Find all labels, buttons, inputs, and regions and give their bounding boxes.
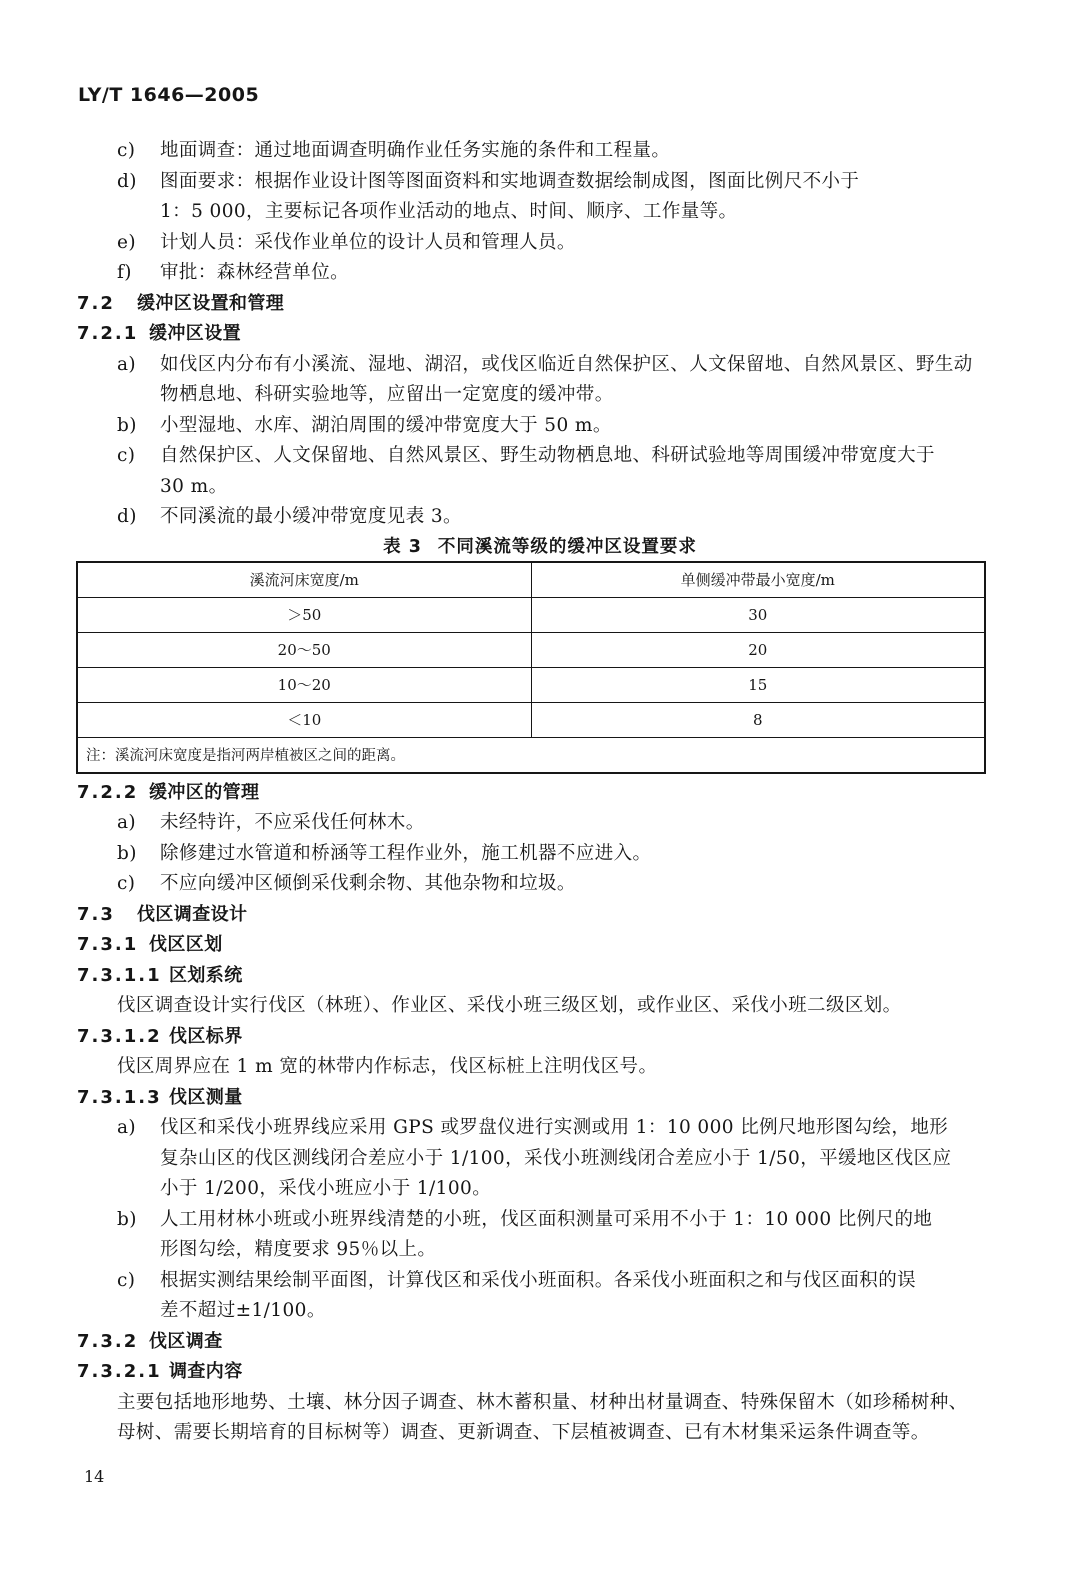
section-heading-7-3-1-2 bbox=[0, 1022, 1080, 1053]
section-heading-7-2 bbox=[0, 289, 1080, 320]
section-heading-7-3-1-1 bbox=[0, 961, 1080, 992]
section-number: 7.3.1.3 bbox=[77, 1086, 162, 1108]
section-title: 缓冲区的管理 bbox=[149, 781, 260, 803]
list-item bbox=[0, 808, 1080, 839]
item-continuation: 小于 1/200，采伐小班应小于 1/100。 bbox=[160, 1178, 492, 1199]
table-note: 注：溪流河床宽度是指河两岸植被区之间的距离。 bbox=[77, 737, 985, 773]
item-text: 人工用材林小班或小班界线清楚的小班，伐区面积测量可采用不小于 1：10 000 比例尺的地 bbox=[160, 1208, 933, 1230]
list-item bbox=[0, 441, 1080, 472]
section-title: 伐区标界 bbox=[169, 1025, 243, 1047]
list-item bbox=[0, 1113, 1080, 1144]
item-label: c) bbox=[117, 1269, 136, 1291]
buffer-width-table bbox=[76, 561, 986, 774]
table-caption-title: 不同溪流等级的缓冲区设置要求 bbox=[437, 536, 697, 557]
list-item bbox=[0, 869, 1080, 900]
item-label: a) bbox=[117, 353, 137, 375]
section-heading-7-2-1 bbox=[0, 319, 1080, 350]
table-caption bbox=[0, 533, 1080, 561]
item-text: 伐区和采伐小班界线应采用 GPS 或罗盘仪进行实测或用 1：10 000 比例尺地形图勾绘，地形 bbox=[160, 1117, 949, 1138]
table-caption-label: 表 3 bbox=[383, 536, 422, 557]
item-label: c) bbox=[117, 140, 136, 161]
section-title: 伐区区划 bbox=[149, 934, 223, 955]
section-number: 7.3.2.1 bbox=[77, 1361, 162, 1382]
item-label: d) bbox=[117, 170, 137, 192]
item-label: c) bbox=[117, 873, 136, 894]
item-label: e) bbox=[117, 231, 136, 253]
item-label: f) bbox=[117, 262, 132, 283]
item-label: d) bbox=[117, 506, 137, 527]
list-item bbox=[0, 839, 1080, 870]
section-heading-7-3-2-1 bbox=[0, 1357, 1080, 1388]
item-continuation: 形图勾绘，精度要求 95％以上。 bbox=[160, 1239, 437, 1260]
section-number: 7.3.1.2 bbox=[77, 1025, 162, 1047]
list-item bbox=[0, 167, 1080, 198]
column-header-buffer-width: 单侧缓冲带最小宽度/m bbox=[531, 562, 985, 598]
item-text: 不同溪流的最小缓冲带宽度见表 3。 bbox=[160, 506, 462, 527]
section-number: 7.3 bbox=[77, 903, 115, 925]
list-item bbox=[0, 411, 1080, 442]
table-cell: ＜10 bbox=[77, 702, 531, 737]
item-continuation: 差不超过±1/100。 bbox=[160, 1300, 326, 1321]
list-item bbox=[0, 1205, 1080, 1236]
table-row bbox=[77, 667, 985, 702]
item-text: 审批：森林经营单位。 bbox=[160, 262, 350, 283]
section-heading-7-3-1 bbox=[0, 930, 1080, 961]
section-number: 7.2.1 bbox=[77, 323, 139, 344]
list-block-1 bbox=[0, 136, 1080, 289]
item-label: b) bbox=[117, 842, 137, 864]
page-number: 14 bbox=[84, 1467, 105, 1486]
table-cell: 30 bbox=[531, 597, 985, 632]
section-heading-7-3-1-3 bbox=[0, 1083, 1080, 1114]
item-label: b) bbox=[117, 414, 137, 436]
section-number: 7.3.1.1 bbox=[77, 964, 162, 986]
table-cell: 20 bbox=[531, 632, 985, 667]
list-item bbox=[0, 1266, 1080, 1297]
paragraph: 伐区调查设计实行伐区（林班）、作业区、采伐小班三级区划，或作业区、采伐小班二级区划。 bbox=[117, 995, 902, 1016]
paragraph: 母树、需要长期培育的目标树等）调查、更新调查、下层植被调查、已有木材集采运条件调查等。 bbox=[117, 1422, 930, 1443]
item-text: 地面调查：通过地面调查明确作业任务实施的条件和工程量。 bbox=[160, 140, 671, 161]
section-heading-7-3 bbox=[0, 900, 1080, 931]
table-note-row bbox=[77, 737, 985, 773]
document-body bbox=[0, 136, 1080, 1449]
list-item bbox=[0, 258, 1080, 289]
item-text: 图面要求：根据作业设计图等图面资料和实地调查数据绘制成图，图面比例尺不小于 bbox=[160, 170, 860, 192]
table-header-row bbox=[77, 562, 985, 598]
item-text: 自然保护区、人文保留地、自然风景区、野生动物栖息地、科研试验地等周围缓冲带宽度大于 bbox=[160, 445, 935, 466]
table-cell: 20～50 bbox=[77, 632, 531, 667]
list-item bbox=[0, 502, 1080, 533]
table-row bbox=[77, 597, 985, 632]
section-heading-7-3-2 bbox=[0, 1327, 1080, 1358]
section-title: 伐区调查 bbox=[149, 1330, 223, 1352]
item-continuation: 30 m。 bbox=[160, 475, 228, 497]
section-title: 区划系统 bbox=[169, 964, 243, 986]
item-label: a) bbox=[117, 812, 137, 833]
table-cell: ＞50 bbox=[77, 597, 531, 632]
item-text: 小型湿地、水库、湖泊周围的缓冲带宽度大于 50 m。 bbox=[160, 414, 612, 436]
section-title: 缓冲区设置和管理 bbox=[137, 292, 285, 314]
section-heading-7-2-2 bbox=[0, 778, 1080, 809]
section-number: 7.2.2 bbox=[77, 781, 139, 803]
section-title: 伐区测量 bbox=[169, 1086, 243, 1108]
section-number: 7.2 bbox=[77, 292, 115, 314]
item-continuation: 复杂山区的伐区测线闭合差应小于 1/100，采伐小班测线闭合差应小于 1/50，平缓地区伐区应 bbox=[160, 1147, 952, 1169]
paragraph: 伐区周界应在 1 m 宽的林带内作标志，伐区标桩上注明伐区号。 bbox=[117, 1056, 658, 1077]
item-text: 除修建过水管道和桥涵等工程作业外，施工机器不应进入。 bbox=[160, 842, 652, 864]
item-text: 根据实测结果绘制平面图，计算伐区和采伐小班面积。各采伐小班面积之和与伐区面积的误 bbox=[160, 1269, 917, 1291]
list-item bbox=[0, 350, 1080, 381]
table-cell: 10～20 bbox=[77, 667, 531, 702]
section-title: 伐区调查设计 bbox=[137, 903, 248, 925]
section-number: 7.3.2 bbox=[77, 1330, 139, 1352]
item-label: a) bbox=[117, 1117, 137, 1138]
section-title: 调查内容 bbox=[169, 1361, 243, 1382]
item-text: 计划人员：采伐作业单位的设计人员和管理人员。 bbox=[160, 231, 576, 253]
section-title: 缓冲区设置 bbox=[149, 323, 241, 344]
paragraph: 主要包括地形地势、土壤、林分因子调查、林木蓄积量、材种出材量调查、特殊保留木（如珍稀树种、 bbox=[117, 1391, 968, 1413]
table-cell: 15 bbox=[531, 667, 985, 702]
list-item bbox=[0, 136, 1080, 167]
section-number: 7.3.1 bbox=[77, 934, 139, 955]
table-row bbox=[77, 702, 985, 737]
item-continuation: 物栖息地、科研实验地等，应留出一定宽度的缓冲带。 bbox=[160, 384, 614, 405]
table-cell: 8 bbox=[531, 702, 985, 737]
item-continuation: 1：5 000，主要标记各项作业活动的地点、时间、顺序、工作量等。 bbox=[160, 201, 738, 222]
item-label: c) bbox=[117, 445, 136, 466]
column-header-stream-width: 溪流河床宽度/m bbox=[77, 562, 531, 598]
item-text: 如伐区内分布有小溪流、湿地、湖沼，或伐区临近自然保护区、人文保留地、自然风景区、野生动 bbox=[160, 353, 973, 375]
item-label: b) bbox=[117, 1208, 137, 1230]
item-text: 不应向缓冲区倾倒采伐剩余物、其他杂物和垃圾。 bbox=[160, 873, 576, 894]
standard-code: LY/T 1646—2005 bbox=[78, 84, 260, 106]
table-row bbox=[77, 632, 985, 667]
list-item bbox=[0, 228, 1080, 259]
item-text: 未经特许，不应采伐任何林木。 bbox=[160, 812, 425, 833]
